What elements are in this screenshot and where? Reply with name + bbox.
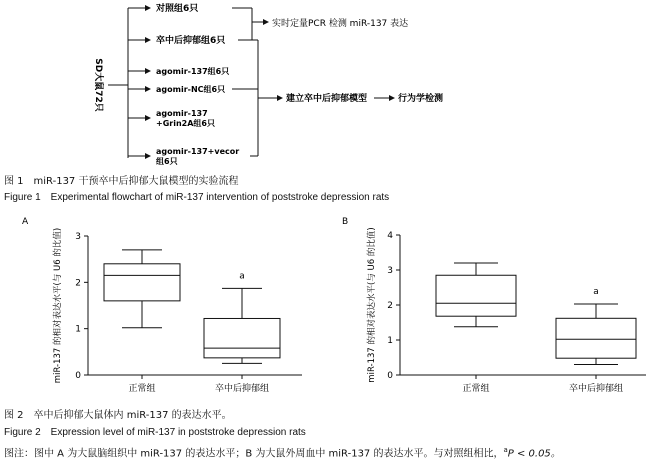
y-tick-label: 3: [387, 266, 393, 276]
significance-marker: a: [239, 271, 245, 282]
figure2-note: [4, 444, 561, 460]
boxplot-panel-b: [332, 212, 664, 404]
y-axis-label: miR-137 的相对表达水平(与 U6 的比值): [367, 227, 377, 383]
figure2-caption-cn: 图 2 卒中后抑郁大鼠体内 miR-137 的表达水平。: [4, 410, 232, 421]
figure1-caption-en: Figure 1 Experimental flowchart of miR-137 intervention of poststroke depression rats: [4, 192, 390, 203]
group-label-6: agomir-137+vecor 组6只: [156, 147, 240, 166]
y-tick-label: 4: [387, 231, 393, 241]
y-axis-label: miR-137 的相对表达水平(与 U6 的比值): [53, 227, 63, 384]
figure1-caption-cn: 图 1 miR-137 干预卒中后抑郁大鼠模型的实验流程: [4, 176, 239, 187]
panel-label: B: [342, 217, 349, 227]
x-tick-label: 卒中后抑郁组: [214, 384, 270, 394]
y-tick-label: 0: [75, 371, 81, 381]
box-iqr: [104, 264, 180, 301]
y-tick-label: 0: [387, 371, 393, 381]
target-pcr: 实时定量PCR 检测 miR-137 表达: [272, 19, 409, 29]
figure2-note-sup: a: [503, 446, 508, 454]
y-tick-label: 3: [75, 232, 81, 242]
figure2-note-tail: P < 0.05。: [507, 448, 561, 460]
box-iqr: [436, 275, 516, 316]
y-tick-label: 1: [75, 324, 81, 335]
group-label-3: agomir-137组6只: [156, 67, 230, 76]
group-label-5: agomir-137 +Grin2A组6只: [156, 109, 215, 128]
flowchart: [0, 0, 664, 180]
x-tick-label: 卒中后抑郁组: [568, 384, 624, 394]
box-iqr: [556, 318, 636, 358]
group-label-4: agomir-NC组6只: [156, 85, 226, 94]
y-tick-label: 2: [387, 301, 393, 311]
y-tick-label: 2: [75, 278, 81, 289]
panel-label: A: [22, 217, 29, 227]
x-tick-label: 正常组: [128, 384, 156, 394]
figure2-caption-en: Figure 2 Expression level of miR-137 in poststroke depression rats: [4, 427, 306, 438]
box-iqr: [204, 318, 280, 357]
y-tick-label: 1: [387, 336, 393, 346]
flowchart-side-label: SD大鼠72只: [93, 58, 103, 112]
figure2-note-text: 图注：图中 A 为大鼠脑组织中 miR-137 的表达水平；B 为大鼠外周血中 miR-137 的表达水平。与对照组相比，: [4, 448, 504, 460]
x-tick-label: 正常组: [462, 384, 490, 394]
significance-marker: a: [593, 286, 599, 297]
target-model: 建立卒中后抑郁模型: [286, 94, 368, 104]
target-behavior: 行为学检测: [398, 94, 444, 104]
boxplot-panel-a: [0, 212, 320, 404]
group-label-1: 对照组6只: [156, 4, 199, 14]
group-label-2: 卒中后抑郁组6只: [156, 36, 226, 46]
